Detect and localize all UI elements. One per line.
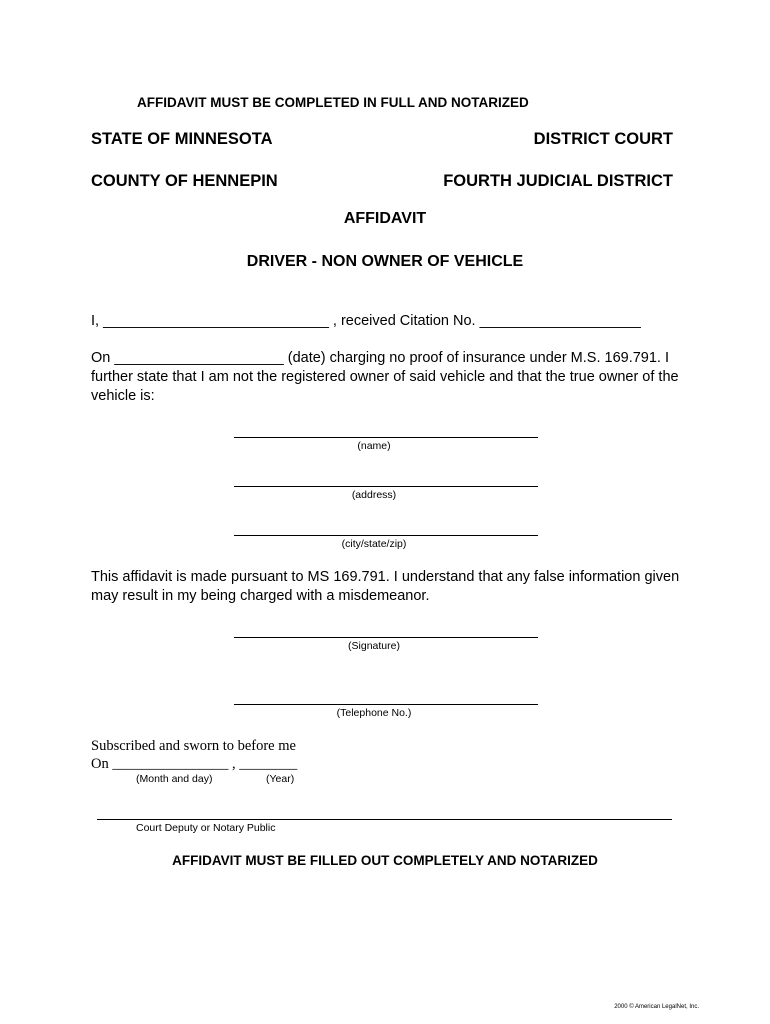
declaration-text: This affidavit is made pursuant to MS 169.791. I understand that any false information given may result in my being charged with a misdemeanor.: [91, 569, 680, 604]
document-title: AFFIDAVIT: [343, 210, 427, 227]
address-line: [234, 486, 538, 487]
top-notice: AFFIDAVIT MUST BE COMPLETED IN FULL AND NOTARIZED: [137, 95, 529, 110]
signature-caption: (Signature): [348, 640, 400, 652]
year-caption: (Year): [266, 773, 295, 785]
document-subtitle: DRIVER - NON OWNER OF VEHICLE: [246, 253, 524, 270]
month-day-caption: (Month and day): [136, 773, 213, 785]
district-heading: FOURTH JUDICIAL DISTRICT: [443, 172, 673, 190]
city-state-zip-line: [234, 535, 538, 536]
name-caption: (name): [357, 440, 391, 452]
city-state-zip-caption: (city/state/zip): [341, 538, 407, 550]
state-heading: STATE OF MINNESOTA: [91, 130, 273, 148]
insurance-statement: On _____________________ (date) charging no proof of insurance under M.S. 169.791. I further state that I am not the registered owner of said vehicle and that the true owner of the vehicle is:: [91, 350, 679, 404]
sworn-date-line: On ________________ , ________: [91, 756, 298, 772]
telephone-line: [234, 704, 538, 705]
signature-line: [234, 637, 538, 638]
notary-caption: Court Deputy or Notary Public: [136, 822, 276, 834]
footer-notice: AFFIDAVIT MUST BE FILLED OUT COMPLETELY AND NOTARIZED: [172, 853, 598, 868]
address-caption: (address): [351, 489, 397, 501]
notary-line: [97, 819, 672, 820]
county-heading: COUNTY OF HENNEPIN: [91, 172, 278, 190]
court-heading: DISTRICT COURT: [533, 130, 673, 148]
telephone-caption: (Telephone No.): [336, 707, 412, 719]
sworn-text: Subscribed and sworn to before me: [91, 738, 296, 754]
copyright-notice: 2000 © American LegalNet, Inc.: [614, 1004, 699, 1010]
name-line: [234, 437, 538, 438]
citation-statement: I, ____________________________ , received Citation No. ____________________: [91, 313, 641, 329]
